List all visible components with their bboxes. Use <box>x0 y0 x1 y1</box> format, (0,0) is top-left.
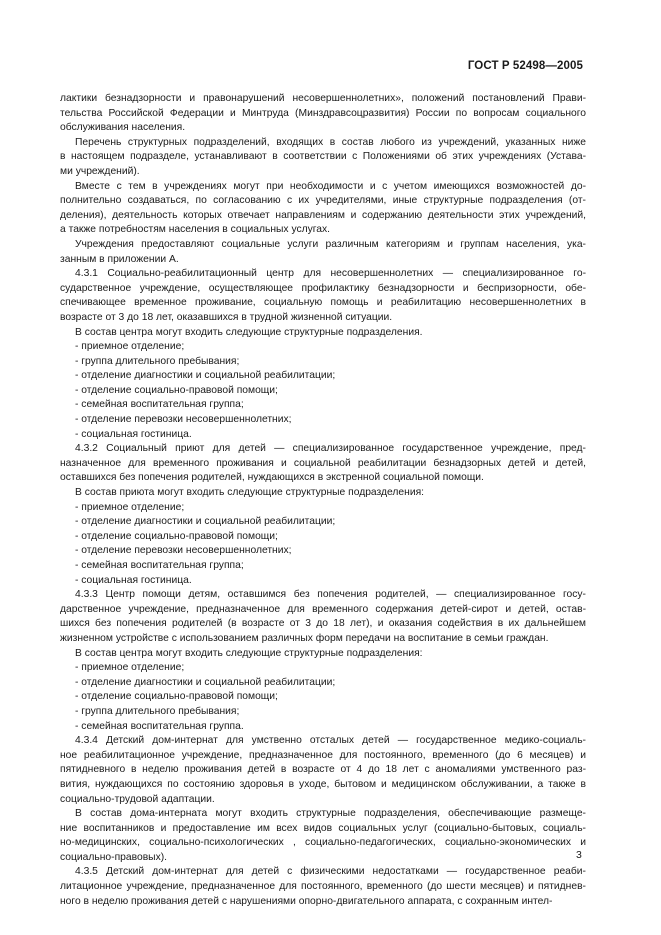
paragraph <box>60 515 586 530</box>
text-line: лактики безнадзорности и правонарушений несовершеннолетних», положений постановлений Прави- <box>60 93 586 104</box>
paragraph <box>60 267 586 325</box>
text-line: тельства Российской Федерации и Минтруда (Минздравсоцразвития) России по вопросам социального <box>60 107 586 119</box>
text-line: - группа длительного пребывания; <box>75 705 240 717</box>
paragraph <box>60 442 586 486</box>
paragraph <box>60 865 586 909</box>
paragraph <box>60 734 586 807</box>
paragraph <box>60 486 586 501</box>
text-line: ного в неделю проживания детей с нарушениями опорно-двигательного аппарата, с сохранным интел- <box>60 895 553 907</box>
text-line: ми учреждений). <box>60 165 140 177</box>
paragraph <box>60 661 586 676</box>
text-line: шихся без попечения родителей (в возрасте от 3 до 18 лет), и оказания содействия в их дальнейшем <box>60 618 586 630</box>
text-line: В состав центра могут входить следующие структурные подразделения. <box>75 326 423 338</box>
text-line: в настоящем подразделе, устанавливают в соответствии с Положениями об этих учреждениях (Устава- <box>60 151 586 163</box>
paragraph <box>60 398 586 413</box>
text-line: оставшихся без попечения родителей, нуждающихся в экстренной социальной помощи. <box>60 472 484 484</box>
text-line: В состав дома-интерната могут входить структурные подразделения, обеспечивающие размеще- <box>75 808 586 820</box>
text-line: 4.3.3 Центр помощи детям, оставшимся без попечения родителей, — специализированное госу- <box>75 589 586 601</box>
text-line: - приемное отделение; <box>75 341 185 353</box>
paragraph <box>60 530 586 545</box>
text-line: социально-трудовой адаптации. <box>60 793 215 805</box>
text-line: ное реабилитационное учреждение, предназначенное для постоянного, временного (до 6 месяцев) и <box>60 749 586 761</box>
paragraph <box>60 355 586 370</box>
text-line: В состав приюта могут входить следующие структурные подразделения: <box>75 487 425 499</box>
text-line: но-медицинских, социально-психологических , социально-педагогических, социально-экономических и <box>60 837 586 849</box>
text-line: - отделение социально-правовой помощи; <box>75 691 278 703</box>
paragraph <box>60 559 586 574</box>
paragraph <box>60 807 586 865</box>
text-line: литационное учреждение, предназначенное для постоянного, временного (до шести месяцев) и пятиднев- <box>60 881 586 893</box>
paragraph <box>60 428 586 443</box>
text-line: возрасте от 3 до 18 лет, оказавшихся в трудной жизненной ситуации. <box>60 311 393 323</box>
paragraph <box>60 544 586 559</box>
text-line: - семейная воспитательная группа; <box>75 399 244 411</box>
paragraph <box>60 92 586 136</box>
paragraph <box>60 647 586 662</box>
paragraph <box>60 574 586 589</box>
text-line: - приемное отделение; <box>75 501 185 513</box>
paragraph <box>60 413 586 428</box>
text-line: - отделение диагностики и социальной реабилитации; <box>75 676 336 688</box>
text-line: 4.3.1 Социально-реабилитационный центр для несовершеннолетних — специализированное го- <box>75 268 586 280</box>
text-line: ние воспитанников и предоставление им всех видов социальных услуг (социально-бытовых, социаль- <box>60 822 586 834</box>
paragraph <box>60 690 586 705</box>
standard-header: ГОСТ Р 52498—2005 <box>467 60 583 72</box>
text-line: социально-правовых). <box>60 851 168 863</box>
text-line: спечивающее временное проживание, социальную помощь и реабилитацию несовершеннолетних в <box>60 297 586 309</box>
text-line: 4.3.2 Социальный приют для детей — специализированное государственное учреждение, пред- <box>75 443 586 455</box>
page-number: 3 <box>576 849 582 861</box>
text-line: - отделение социально-правовой помощи; <box>75 384 278 396</box>
text-line: - социальная гостиница. <box>75 574 192 586</box>
text-line: деления), деятельность которых отвечает направлениям и содержанию деятельности этих учреждений, <box>60 209 586 221</box>
body-text <box>60 92 586 909</box>
text-line: - социальная гостиница. <box>75 428 192 440</box>
paragraph <box>60 180 586 238</box>
text-line: - отделение перевозки несовершеннолетних; <box>75 545 292 557</box>
paragraph <box>60 588 586 646</box>
text-line: - отделение диагностики и социальной реабилитации; <box>75 370 336 382</box>
paragraph <box>60 384 586 399</box>
text-line: - отделение диагностики и социальной реабилитации; <box>75 516 336 528</box>
paragraph <box>60 720 586 735</box>
text-line: обслуживания населения. <box>60 122 186 134</box>
text-line: а также потребностям населения в социальных услугах. <box>60 224 331 236</box>
text-line: - приемное отделение; <box>75 662 185 674</box>
text-line: сударственное учреждение, осуществляющее профилактику безнадзорности и беспризорности, обе- <box>60 282 586 294</box>
text-line: пятидневного в неделю проживания детей в возрасте от 4 до 18 лет с аномалиями умственного раз- <box>60 764 586 776</box>
text-line: 4.3.4 Детский дом-интернат для умственно отсталых детей — государственное медико-социаль- <box>75 735 586 747</box>
paragraph <box>60 238 586 267</box>
text-line: - семейная воспитательная группа. <box>75 720 244 732</box>
text-line: В состав центра могут входить следующие структурные подразделения: <box>75 647 423 659</box>
paragraph <box>60 705 586 720</box>
paragraph <box>60 340 586 355</box>
paragraph <box>60 676 586 691</box>
text-line: - отделение перевозки несовершеннолетних; <box>75 414 292 426</box>
paragraph <box>60 369 586 384</box>
paragraph <box>60 501 586 516</box>
text-line: Учреждения предоставляют социальные услуги различным категориям и группам населения, ука- <box>75 238 586 250</box>
text-line: - группа длительного пребывания; <box>75 355 240 367</box>
text-line: назначенное для временного проживания и социальной реабилитации безнадзорных детей и детей, <box>60 457 586 469</box>
text-line: дарственное учреждение, предназначенное для временного содержания детей-сирот и детей, остав- <box>60 603 586 615</box>
text-line: - семейная воспитательная группа; <box>75 560 244 571</box>
text-line: Вместе с тем в учреждениях могут при необходимости и с учетом имеющихся возможностей до- <box>75 180 586 192</box>
text-line: 4.3.5 Детский дом-интернат для детей с физическими недостатками — государственное реаби- <box>75 866 586 878</box>
text-line: - отделение социально-правовой помощи; <box>75 530 278 542</box>
paragraph <box>60 136 586 180</box>
paragraph <box>60 326 586 341</box>
text-line: вития, нуждающихся по состоянию здоровья в уходе, бытовом и медицинском обслуживании, а также в <box>60 778 586 790</box>
text-line: полнительно создаваться, по согласованию с их учредителями, иные структурные подразделения (от- <box>60 195 586 207</box>
text-line: занным в приложении А. <box>60 253 179 265</box>
text-line: Перечень структурных подразделений, входящих в состав любого из учреждений, указанных ниже <box>75 136 586 148</box>
text-line: жизненном устройстве с использованием различных форм передачи на воспитание в семьи граждан. <box>60 632 549 644</box>
